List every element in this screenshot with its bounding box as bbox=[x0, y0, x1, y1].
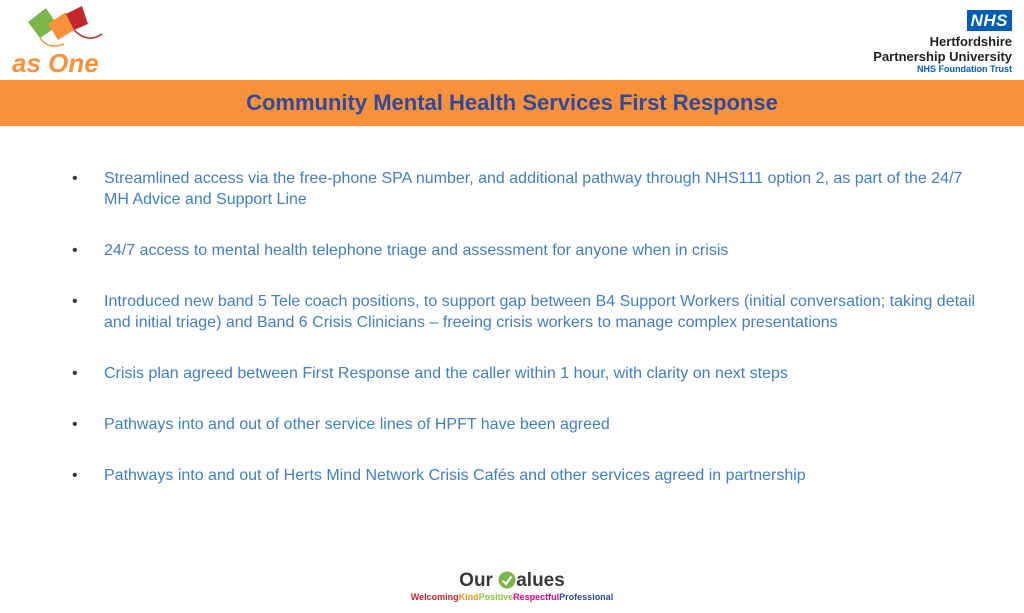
bullet-icon: • bbox=[72, 242, 78, 259]
bullet-icon: • bbox=[72, 365, 78, 382]
list-item bbox=[70, 465, 980, 486]
list-item bbox=[70, 240, 980, 261]
bullet-text: 24/7 access to mental health telephone triage and assessment for anyone when in crisis bbox=[104, 242, 729, 259]
nhs-logo bbox=[812, 10, 1012, 75]
as-one-logo bbox=[8, 4, 118, 78]
check-icon bbox=[498, 571, 516, 589]
bullet-text: Streamlined access via the free-phone SPA number, and additional pathway through NHS111 option 2, as part of the 24/7 MH Advice and Support Line bbox=[104, 170, 963, 208]
page-title: Community Mental Health Services First Response bbox=[246, 90, 778, 115]
list-item bbox=[70, 414, 980, 435]
bullet-text: Crisis plan agreed between First Response and the caller within 1 hour, with clarity on next steps bbox=[104, 365, 788, 382]
list-item bbox=[70, 291, 980, 333]
values-tail: alues bbox=[516, 570, 565, 591]
values-our: Our bbox=[459, 570, 493, 591]
value-word: Kind bbox=[458, 592, 479, 602]
bullet-list bbox=[70, 168, 980, 516]
list-item bbox=[70, 363, 980, 384]
value-word: Positive bbox=[478, 592, 514, 602]
bullet-icon: • bbox=[72, 467, 78, 484]
bullet-icon: • bbox=[72, 170, 78, 187]
bullet-icon: • bbox=[72, 416, 78, 433]
org-name-line3: NHS Foundation Trust bbox=[917, 64, 1012, 74]
title-bar bbox=[0, 80, 1024, 126]
value-word: Welcoming bbox=[410, 592, 459, 602]
value-word: Respectful bbox=[513, 592, 560, 602]
bullet-text: Pathways into and out of other service lines of HPFT have been agreed bbox=[104, 416, 610, 433]
bullet-text: Pathways into and out of Herts Mind Network Crisis Cafés and other services agreed in partnership bbox=[104, 467, 806, 484]
bullet-icon: • bbox=[72, 293, 78, 310]
our-values-logo bbox=[0, 570, 1024, 603]
as-one-logo-text: as One bbox=[12, 48, 99, 78]
value-word: Professional bbox=[559, 592, 614, 602]
org-name-line1: Hertfordshire bbox=[929, 34, 1012, 49]
org-name-line2: Partnership University bbox=[873, 49, 1012, 64]
list-item bbox=[70, 168, 980, 210]
nhs-badge: NHS bbox=[967, 10, 1012, 31]
bullet-text: Introduced new band 5 Tele coach positions, to support gap between B4 Support Workers (initial conversation; taking detail and initial triage) and Band 6 Crisis Clinicians – freeing crisis workers to manage complex presentations bbox=[104, 293, 976, 331]
values-words bbox=[0, 592, 1024, 603]
